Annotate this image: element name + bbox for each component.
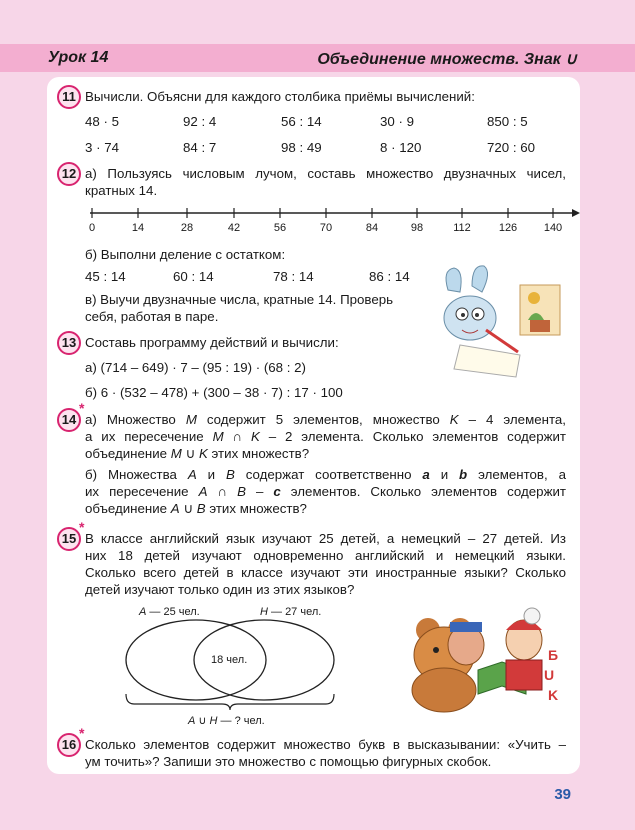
task-11-text: Вычисли. Объясни для каждого столбика приёмы вычислений: (85, 89, 475, 104)
task-12v-line1: в) Выучи двузначные числа, кратные 14. Проверь (85, 292, 394, 307)
task-number-14: 14 (57, 408, 81, 432)
set-a-label: А — 25 чел. (139, 606, 200, 618)
tick-label: 84 (365, 222, 379, 234)
task-number-16: 16 (57, 733, 81, 757)
task-14a-line1: а) Множество M содержит 5 элементов, множество K – 4 элемента, (85, 412, 566, 427)
task-12b-text: б) Выполни деление с остатком: (85, 247, 286, 262)
expression: 56 : 14 (281, 114, 322, 129)
lesson-title: Урок 14 (48, 49, 109, 66)
task-number-13: 13 (57, 331, 81, 355)
tick-label: 42 (227, 222, 241, 234)
tick-label: 126 (498, 222, 518, 234)
expression: 3 · 74 (85, 140, 120, 155)
svg-text:Б: Б (548, 647, 559, 663)
lesson-topic: Объединение множеств. Знак ∪ (317, 51, 577, 68)
star-icon: * (79, 400, 85, 416)
task-14b-line2: их пересечение A ∩ B – c элементов. Сколько элементов содержит (85, 484, 566, 499)
tick-label: 98 (410, 222, 424, 234)
expression: 48 · 5 (85, 114, 120, 129)
expression: 92 : 4 (183, 114, 217, 129)
task-15-line1: В классе английский язык изучают 25 детей, а немецкий – 27 детей. Из (85, 531, 566, 546)
expression: 78 : 14 (273, 269, 314, 284)
tick-label: 28 (180, 222, 194, 234)
task-14b-line3: объединение A ∪ B этих множеств? (85, 501, 307, 516)
set-h-label: Н — 27 чел. (260, 606, 322, 618)
task-number-11: 11 (57, 85, 81, 109)
expression: 30 · 9 (380, 114, 415, 129)
task-13-text: Составь программу действий и вычисли: (85, 335, 339, 350)
task-15-line4: детей изучают только один из этих языков? (85, 582, 355, 597)
task-number-15: 15 (57, 527, 81, 551)
expression: 86 : 14 (369, 269, 410, 284)
expression: 60 : 14 (173, 269, 214, 284)
star-icon: * (79, 725, 85, 741)
task-12v-line2: себя, работая в паре. (85, 309, 219, 324)
tick-label: 112 (453, 222, 471, 234)
svg-text:K: K (548, 687, 559, 703)
tick-label: 70 (319, 222, 333, 234)
union-label: А ∪ Н — ? чел. (188, 715, 265, 727)
svg-text:U: U (544, 667, 555, 683)
task-14a-line2: а их пересечение M ∩ K – 2 элемента. Сколько элементов содержит (85, 429, 567, 444)
task-12a-line1: а) Пользуясь числовым лучом, составь множество двузначных чисел, (85, 166, 566, 181)
task-13b: б) 6 · (532 – 478) + (300 – 38 · 7) : 17 · 100 (85, 385, 343, 400)
task-15-line3: Сколько всего детей в классе изучают эти иностранные языки? Сколько (85, 565, 566, 580)
task-14a-line3: объединение M ∪ K этих множеств? (85, 446, 310, 461)
expression: 45 : 14 (85, 269, 126, 284)
tick-label: 0 (88, 222, 96, 234)
task-15-line2: них 18 детей изучают одновременно английский и немецкий языки. (85, 548, 566, 563)
tick-label: 56 (273, 222, 287, 234)
task-12a-line2: кратных 14. (85, 183, 158, 198)
task-16-line2: ум точить»? Запиши это множество с помощью фигурных скобок. (85, 754, 492, 769)
expression: 84 : 7 (183, 140, 217, 155)
expression: 850 : 5 (487, 114, 528, 129)
tick-label: 14 (131, 222, 145, 234)
tick-label: 140 (543, 222, 563, 234)
task-16-line1: Сколько элементов содержит множество букв в высказывании: «Учить – (85, 737, 566, 752)
page-number: 39 (554, 786, 571, 803)
expression: 720 : 60 (487, 140, 536, 155)
expression: 98 : 49 (281, 140, 322, 155)
intersection-label: 18 чел. (211, 654, 248, 666)
task-number-12: 12 (57, 162, 81, 186)
star-icon: * (79, 519, 85, 535)
task-13a: а) (714 – 649) · 7 – (95 : 19) · (68 : 2) (85, 360, 306, 375)
expression: 8 · 120 (380, 140, 422, 155)
task-14b-line1: б) Множества A и B содержат соответственно a и b элементов, а (85, 467, 566, 482)
